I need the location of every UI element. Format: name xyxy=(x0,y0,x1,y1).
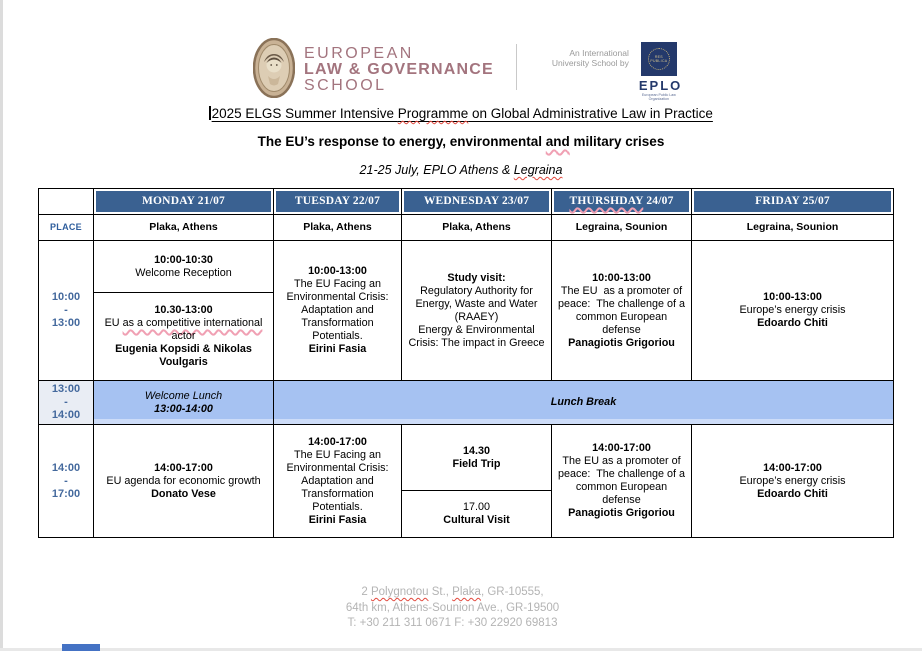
speaker-name: Eugenia Kopsidi & Nikolas Voulgaris xyxy=(115,343,252,368)
eplo-logo-box xyxy=(641,42,677,76)
document-subtitle xyxy=(0,134,922,149)
eplo-emblem-icon xyxy=(648,48,670,70)
place-friday: Legraina, Sounion xyxy=(692,215,894,241)
speaker-name: Panagiotis Grigoriou xyxy=(568,336,675,349)
cell-friday-afternoon: 14:00-17:00 Europe’s energy crisis Edoardo Chiti xyxy=(692,425,894,538)
eplo-emblem-text2: PUBLICA xyxy=(650,59,668,63)
footer-address xyxy=(0,585,905,632)
speaker-name: Edoardo Chiti xyxy=(757,317,828,329)
school-name-line3: SCHOOL xyxy=(304,77,387,94)
title-misspelled-word: Programme xyxy=(397,106,469,121)
cell-field-trip: 14.30 Field Trip xyxy=(402,425,551,491)
cell-tuesday-morning: 10:00-13:00 The EU Facing an Environmental Crisis: Adaptation and Transformation Potentials. Eirini Fasia xyxy=(274,241,402,381)
affiliation-text xyxy=(533,48,629,68)
elgs-seal-icon xyxy=(253,38,295,98)
place-monday: Plaka, Athens xyxy=(94,215,274,241)
day-header-tuesday: TUESDAY 22/07 xyxy=(274,189,402,215)
cell-thursday-afternoon: 14:00-17:00 The EU as a promoter of peace: The challenge of a common European defense Panagiotis Grigoriou xyxy=(552,425,692,538)
speaker-name: Panagiotis Grigoriou xyxy=(568,507,675,519)
place-wednesday: Plaka, Athens xyxy=(402,215,552,241)
day-header-friday: FRIDAY 25/07 xyxy=(692,189,894,215)
cell-welcome-reception: 10:00-10:30 Welcome Reception xyxy=(94,241,273,293)
dates-misspelled-word: Legraina xyxy=(513,163,563,177)
footer-misspelled-word: Plaka xyxy=(452,586,481,598)
cell-cultural-visit: 17.00 Cultural Visit xyxy=(443,501,510,526)
text-cursor xyxy=(209,106,211,120)
place-thursday: Legraina, Sounion xyxy=(552,215,692,241)
school-name xyxy=(304,46,494,94)
page-edge-left xyxy=(0,0,3,651)
place-label-cell: PLACE xyxy=(39,215,94,241)
footer-line2: 64th km, Athens-Sounion Ave., GR-19500 xyxy=(345,601,560,614)
footer-misspelled-word: Polygnotou xyxy=(370,586,429,598)
day-header-wednesday: WEDNESDAY 23/07 xyxy=(402,189,552,215)
thursday-date: 24/07 xyxy=(643,195,674,207)
footer-line1: 2 Polygnotou St., Plaka, GR-10555, xyxy=(361,586,544,598)
speaker-name: Eirini Fasia xyxy=(308,343,367,355)
speaker-name: Eirini Fasia xyxy=(308,513,367,526)
subtitle-flagged-word: and xyxy=(545,134,570,149)
time-cell-afternoon: 14:00 - 17:00 xyxy=(39,425,94,538)
subtitle-segment: The EU’s response to energy, environmental xyxy=(257,134,546,149)
day-header-thursday xyxy=(552,189,692,215)
cell-friday-morning: 10:00-13:00 Europe’s energy crisis Edoardo Chiti xyxy=(692,241,894,381)
eplo-tagline: European Public Law Organization xyxy=(641,93,676,101)
school-name-line2: LAW & GOVERNANCE xyxy=(304,61,494,78)
school-name-line1: EUROPEAN xyxy=(304,45,414,62)
cell-thursday-morning: 10:00-13:00 The EU as a promoter of peace: The challenge of a common European defense Panagiotis Grigoriou xyxy=(552,241,692,381)
schedule-table xyxy=(38,188,894,538)
affiliation-line1: An International xyxy=(569,48,629,58)
time-cell-lunch: 13:00 - 14:00 xyxy=(39,381,94,425)
eplo-logo xyxy=(638,42,683,101)
place-tuesday: Plaka, Athens xyxy=(274,215,402,241)
eplo-emblem-text1: RES xyxy=(654,55,663,59)
speaker-name: Edoardo Chiti xyxy=(757,487,828,500)
logo-divider xyxy=(516,44,517,90)
footer-line3: T: +30 211 311 0671 F: +30 22920 69813 xyxy=(347,617,558,629)
title-block xyxy=(0,106,922,177)
letterhead xyxy=(253,38,683,101)
cell-wednesday-afternoon xyxy=(402,425,552,538)
flagged-phrase: as a competitive international xyxy=(122,317,263,329)
document-dates-line xyxy=(0,163,922,177)
cell-welcome-lunch: Welcome Lunch 13:00-14:00 xyxy=(94,381,274,425)
cell-lunch-break: Lunch Break xyxy=(274,381,894,425)
cell-competitive-actor: 10.30-13:00 EU as a competitive international actor Eugenia Kopsidi & Nikolas Voulgaris xyxy=(94,293,273,380)
partial-ui-fragment xyxy=(62,644,100,651)
affiliation-line2: University School by xyxy=(551,58,629,68)
speaker-name: Donato Vese xyxy=(151,487,216,500)
corner-cell xyxy=(39,189,94,215)
eplo-acronym: EPLO xyxy=(638,78,683,93)
subtitle-segment: military crises xyxy=(569,134,665,149)
time-cell-morning: 10:00 - 13:00 xyxy=(39,241,94,381)
title-segment: on Global Administrative Law in Practice xyxy=(468,106,713,121)
cell-wednesday-morning: Study visit: Regulatory Authority for Energy, Waste and Water (RAAEY) Energy & Environmental Crisis: The impact in Greece xyxy=(402,241,552,381)
title-segment: 2025 ELGS Summer Intensive xyxy=(211,106,398,121)
cell-monday-morning xyxy=(94,241,274,381)
thursday-misspelled-word: THURSHDAY xyxy=(569,195,644,207)
cell-tuesday-afternoon: 14:00-17:00 The EU Facing an Environmental Crisis: Adaptation and Transformation Potentials. Eirini Fasia xyxy=(274,425,402,538)
document-title xyxy=(0,106,922,121)
dates-segment: 21-25 July, EPLO Athens & xyxy=(359,163,514,177)
cell-monday-afternoon: 14:00-17:00 EU agenda for economic growth Donato Vese xyxy=(94,425,274,538)
day-header-monday: MONDAY 21/07 xyxy=(94,189,274,215)
